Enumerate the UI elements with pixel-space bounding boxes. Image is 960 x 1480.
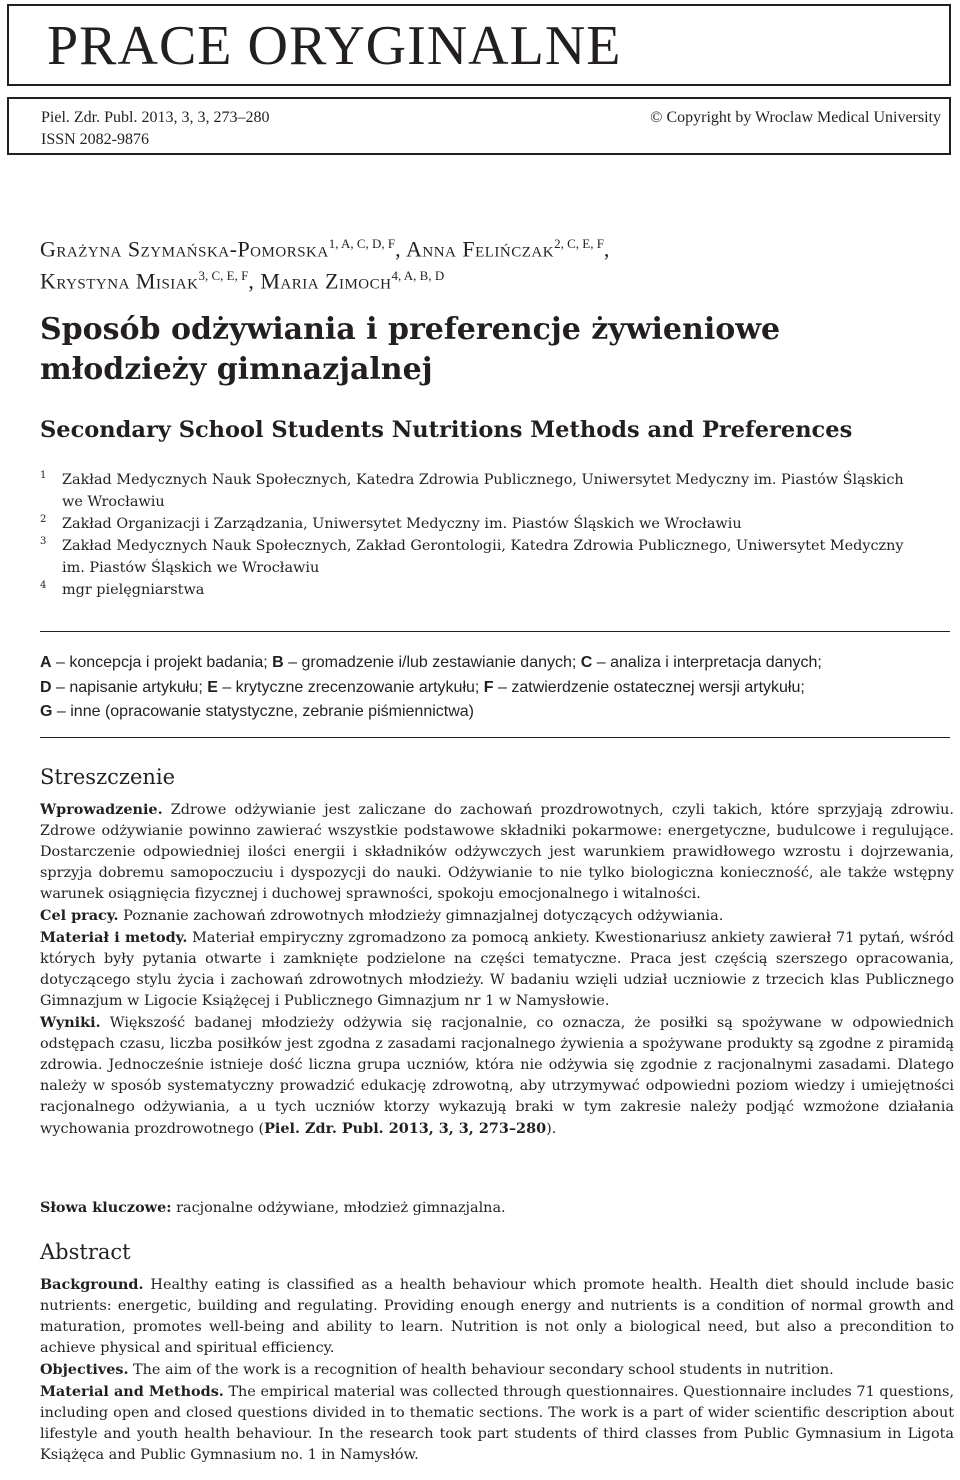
author-list	[40, 230, 940, 295]
affiliation-text: Zakład Organizacji i Zarządzania, Uniwersytet Medyczny im. Piastów Śląskich we Wrocławiu	[62, 516, 742, 532]
section-text: Większość badanej młodzieży odżywia się racjonalnie, co oznacza, że posiłki są spożywane w odpowiednich odstępach czasu, liczba posiłków jest zgodna z zasadami racjonalnego żywienia a spożywane produkty są zgodne z piramidą zdrowia. Jednocześnie istnieje dość liczna grupa uczniów, która nie odżywia się zgodnie z racjonalnymi zasadami. Dlatego należy w sposób systematyczny prowadzić edukację zdrowotną, aby utrzymywać odpowiedni poziom wiedzy i umiejętności racjonalnego odżywiania, a u tych uczniów ktorzy wykazują braki w tym zakresie należy podjąć wzmożone działania wychowania prozdrowotnego (	[40, 1015, 954, 1137]
author-name: Grażyna Szymańska-Pomorska	[40, 236, 329, 262]
copyright-notice: © Copyright by Wroclaw Medical University	[650, 109, 941, 126]
section-text: The empirical material was collected through questionnaires. Questionnaire includes 71 questions, including open and closed questions divided in to thematic sections. The work is a part of wider scientific description about lifestyle and youth health behaviour. In the research took part students of third classes from Public Gymnasium in Ligota Książęca and Public Gymnasium no. 1 in Namysłów.	[40, 1384, 955, 1463]
abstract-paragraph	[40, 799, 954, 905]
keywords-text: racjonalne odżywiane, młodzież gimnazjalna.	[171, 1200, 506, 1216]
author-separator: ,	[248, 268, 261, 294]
author-affiliation-sup: 1, A, C, D, F	[328, 236, 396, 251]
affiliation-text: mgr pielęgniarstwa	[62, 582, 205, 598]
contribution-key: C	[580, 654, 593, 671]
author-affiliation-sup: 2, C, E, F	[554, 236, 604, 251]
contribution-key: A	[40, 654, 52, 671]
section-banner	[7, 4, 951, 86]
divider	[40, 631, 950, 632]
section-text: Healthy eating is classified as a health behaviour which promote health. Health diet should include basic nutrients: energetic, building and regulating. Providing enough energy and nutrients is a condition of normal growth and maturation, promotes well-being and ability to learn. Nutrition is not only a biological need, but also a precondition to achieve physical and spiritual efficiency.	[40, 1277, 954, 1356]
affiliation-item	[40, 579, 920, 601]
contribution-text: – krytyczne zrecenzowanie artykułu;	[217, 678, 484, 696]
affiliation-number: 3	[40, 536, 47, 547]
contribution-key: F	[483, 678, 494, 696]
affiliation-item	[40, 513, 920, 535]
affiliation-list	[40, 469, 920, 601]
contribution-text: – zatwierdzenie ostatecznej wersji artykułu;	[493, 678, 805, 696]
keywords	[40, 1197, 954, 1219]
section-text: Zdrowe odżywianie jest zaliczane do zachowań prozdrowotnych, czyli takich, które sprzyjają zdrowiu. Zdrowe odżywianie powinno zawierać wszystkie podstawowe składniki pokarmowe: energetyczne, budulcowe i regulujące. Dostarczenie odpowiedniej ilości energii i składników odżywczych jest warunkiem prawidłowego wzrostu i dojrzewania, sprzyja dobremu samopoczuciu i dyspozycji do nauki. Odżywianie to nie tylko biologiczna konieczność, ale także wstępny warunek osiągnięcia fizycznej i duchowej sprawności, spokoju emocjonalnego i witalności.	[40, 802, 954, 902]
affiliation-number: 1	[40, 470, 47, 481]
contribution-key: B	[272, 654, 284, 671]
streszczenie-heading: Streszczenie	[40, 765, 176, 789]
abstract-heading: Abstract	[40, 1240, 131, 1264]
contribution-key: E	[207, 678, 218, 696]
contribution-text: – analiza i interpretacja danych;	[592, 654, 822, 671]
affiliation-text: Zakład Medycznych Nauk Społecznych, Zakład Gerontologii, Katedra Zdrowia Publicznego, Uniwersytet Medyczny im. Piastów Śląskich we Wrocławiu	[62, 538, 904, 576]
author-name: Maria Zimoch	[260, 268, 392, 294]
contribution-key: D	[40, 678, 52, 696]
affiliation-number: 4	[40, 580, 47, 591]
abstract-paragraph	[40, 1012, 954, 1140]
section-text: The aim of the work is a recognition of health behaviour secondary school students in nutrition.	[128, 1362, 834, 1378]
abstract-body	[40, 1274, 954, 1466]
article-title-polish: Sposób odżywiania i preferencje żywieniowe młodzieży gimnazjalnej	[40, 312, 781, 387]
article-title-english: Secondary School Students Nutritions Methods and Preferences	[40, 417, 853, 443]
author-separator: ,	[603, 236, 610, 262]
citation-tail: ).	[546, 1121, 557, 1137]
divider	[40, 737, 950, 738]
abstract-paragraph	[40, 927, 954, 1012]
issn: ISSN 2082-9876	[41, 131, 150, 148]
keywords-label: Słowa kluczowe:	[40, 1199, 172, 1216]
section-label: Materiał i metody.	[40, 929, 188, 946]
abstract-paragraph	[40, 1359, 954, 1381]
author-affiliation-sup: 4, A, B, D	[391, 268, 445, 284]
streszczenie-body	[40, 799, 954, 1140]
section-label: Background.	[40, 1276, 144, 1293]
contribution-text: – napisanie artykułu;	[51, 678, 208, 696]
section-label: Wyniki.	[40, 1014, 101, 1031]
section-label: Objectives.	[40, 1361, 129, 1378]
author-affiliation-sup: 3, C, E, F	[198, 268, 249, 284]
journal-info-box	[7, 97, 951, 155]
banner-title: PRACE ORYGINALNE	[47, 15, 622, 77]
abstract-paragraph	[40, 905, 954, 927]
citation-line: Piel. Zdr. Publ. 2013, 3, 3, 273–280	[41, 109, 270, 126]
author-contributions	[40, 651, 940, 725]
contribution-text: – koncepcja i projekt badania;	[51, 654, 273, 671]
citation-reference: Piel. Zdr. Publ. 2013, 3, 3, 273–280	[264, 1120, 547, 1137]
author-name: Anna Felińczak	[405, 236, 555, 262]
author-separator: ,	[395, 236, 406, 262]
section-text: Materiał empiryczny zgromadzono za pomocą ankiety. Kwestionariusz ankiety zawierał 71 pytań, wśród których były pytania otwarte i zamknięte podzielone na części tematyczne. Praca jest częścią szerszego opracowania, dotyczącego stylu życia i zachowań zdrowotnych młodzieży. W badaniu wzięli udział uczniowie z trzecich klas Publicznego Gimnazjum w Ligocie Książęcej i Publicznego Gimnazjum nr 1 w Namysłowie.	[40, 930, 954, 1009]
contribution-text: – inne (opracowanie statystyczne, zebranie piśmiennictwa)	[52, 703, 474, 720]
section-text: Poznanie zachowań zdrowotnych młodzieży gimnazjalnej dotyczących odżywiania.	[118, 908, 724, 924]
affiliation-text: Zakład Medycznych Nauk Społecznych, Katedra Zdrowia Publicznego, Uniwersytet Medyczny im. Piastów Śląskich we Wrocławiu	[62, 472, 904, 510]
contribution-key: G	[40, 703, 53, 720]
abstract-paragraph	[40, 1381, 954, 1466]
section-label: Cel pracy.	[40, 907, 119, 924]
author-name: Krystyna Misiak	[40, 268, 199, 294]
section-label: Wprowadzenie.	[40, 801, 163, 818]
contribution-text: – gromadzenie i/lub zestawianie danych;	[283, 654, 581, 671]
affiliation-item	[40, 469, 920, 513]
abstract-paragraph	[40, 1274, 954, 1359]
affiliation-item	[40, 535, 920, 579]
section-label: Material and Methods.	[40, 1383, 224, 1400]
journal-citation	[41, 107, 269, 151]
affiliation-number: 2	[40, 514, 47, 525]
